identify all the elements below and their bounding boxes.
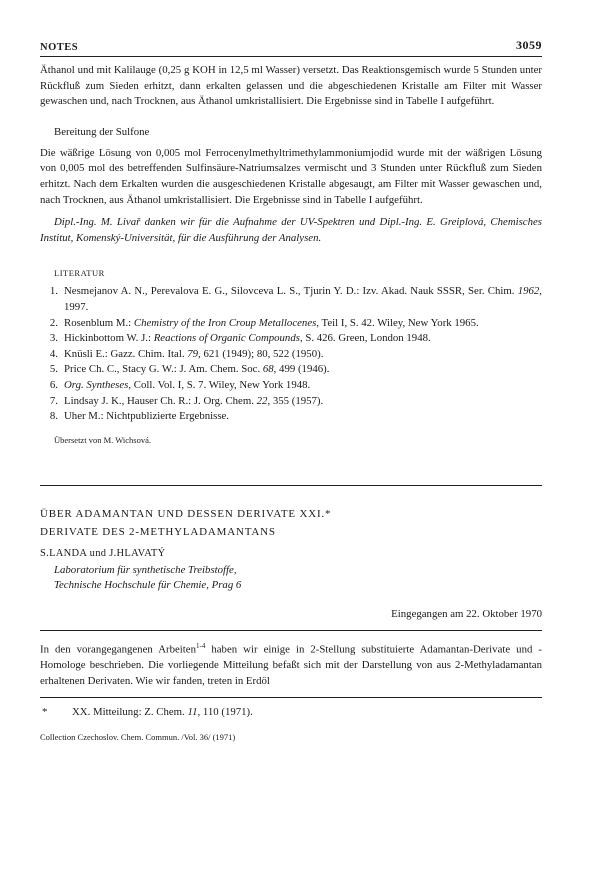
- article-subtitle: DERIVATE DES 2-METHYLADAMANTANS: [40, 525, 276, 538]
- subheading-sulfone: Bereitung der Sulfone: [54, 125, 150, 138]
- received-date: Eingegangen am 22. Oktober 1970: [391, 607, 542, 620]
- reference-item: 8. Uher M.: Nichtpublizierte Ergebnisse.: [49, 410, 230, 423]
- journal-footer: Collection Czechoslov. Chem. Commun. /Vol. 36/ (1971): [40, 732, 236, 743]
- reference-item: 2. Rosenblum M.: Chemistry of the Iron Croup Metallocenes, Teil I, S. 42. Wiley, New York 1965.: [49, 316, 479, 329]
- paragraph-1: Äthanol und mit Kalilauge (0,25 g KOH in 12,5 ml Wasser) versetzt. Das Reaktionsgemisch wurde 5 Stunden unter Rückfluß zum Sieden erhitzt, dann erkalten gelassen und die abgeschiedenen Kristalle am Filter mit Wasser gewaschen und, nach Trocknen, aus Äthanol umkristallisiert. Die Ergebnisse sind in Tabelle I aufgeführt.: [40, 64, 542, 108]
- reference-item: 3. Hickinbottom W. J.: Reactions of Organic Compounds, S. 426. Green, London 1948.: [49, 332, 431, 345]
- affiliation-line-1: Laboratorium für synthetische Treibstoffe,: [54, 563, 237, 576]
- reference-item: 1. Nesmejanov A. N., Perevalova E. G., Silovceva L. S., Tjurin Y. D.: Izv. Akad. Nauk SSSR, Ser. Chim. 1962, 1997.: [49, 285, 542, 313]
- paragraph-2: Die wäßrige Lösung von 0,005 mol Ferrocenylmethyltrimethylammoniumjodid wurde mit der wäßrigen Lösung von 0,005 mol des betreffenden Sulfinsäure-Natriumsalzes vermischt und 3 Stunden unter Rückfluß zum Sieden erhitzt. Nach dem Erkalten wurden die ausgeschiedenen Kristalle abgesaugt, am Filter mit Wasser gewaschen und, nach Trocknen, aus Äthanol umkristallisiert. Die Ergebnisse sind in Tabelle I aufgeführt.: [40, 146, 542, 206]
- page: [40, 38, 542, 742]
- article-body: In den vorangegangenen Arbeiten$^{1-4}$ haben wir einige in 2-Stellung substituierte Adamantan-Derivate und -Homologe beschrieben. Die vorliegende Mitteilung befaßt sich mit der Darstellung von aus 2-Methyladamantan erhaltenen Derivaten. Wie wir fanden, treten in Erdöl: [40, 641, 542, 687]
- reference-item: 6. Org. Syntheses, Coll. Vol. I, S. 7. Wiley, New York 1948.: [49, 378, 311, 391]
- literature-heading: LITERATUR: [54, 268, 105, 279]
- article-title: ÜBER ADAMANTAN UND DESSEN DERIVATE XXI.*: [40, 507, 332, 520]
- footnote: * XX. Mitteilung: Z. Chem. 11, 110 (1971).: [42, 706, 253, 719]
- reference-item: 5. Price Ch. C., Stacy G. W.: J. Am. Chem. Soc. 68, 499 (1946).: [49, 363, 330, 376]
- reference-item: 4. Knüsli E.: Gazz. Chim. Ital. 79, 621 (1949); 80, 522 (1950).: [49, 347, 324, 360]
- authors: S.LANDA und J.HLAVATÝ: [40, 547, 166, 559]
- page-number: 3059: [516, 38, 542, 52]
- running-header: [40, 38, 542, 57]
- affiliation-line-2: Technische Hochschule für Chemie, Prag 6: [54, 579, 242, 592]
- reference-item: 7. Lindsay J. K., Hauser Ch. R.: J. Org. Chem. 22, 355 (1957).: [49, 394, 324, 407]
- reference-list: [40, 284, 542, 424]
- translator-note: Übersetzt von M. Wichsová.: [54, 434, 151, 445]
- section-label: NOTES: [40, 42, 79, 53]
- acknowledgement: Dipl.-Ing. M. Livař danken wir für die Aufnahme der UV-Spektren und Dipl.-Ing. E. Greiplová, Chemisches Institut, Komenský-Universität, für die Ausführung der Analysen.: [40, 216, 542, 244]
